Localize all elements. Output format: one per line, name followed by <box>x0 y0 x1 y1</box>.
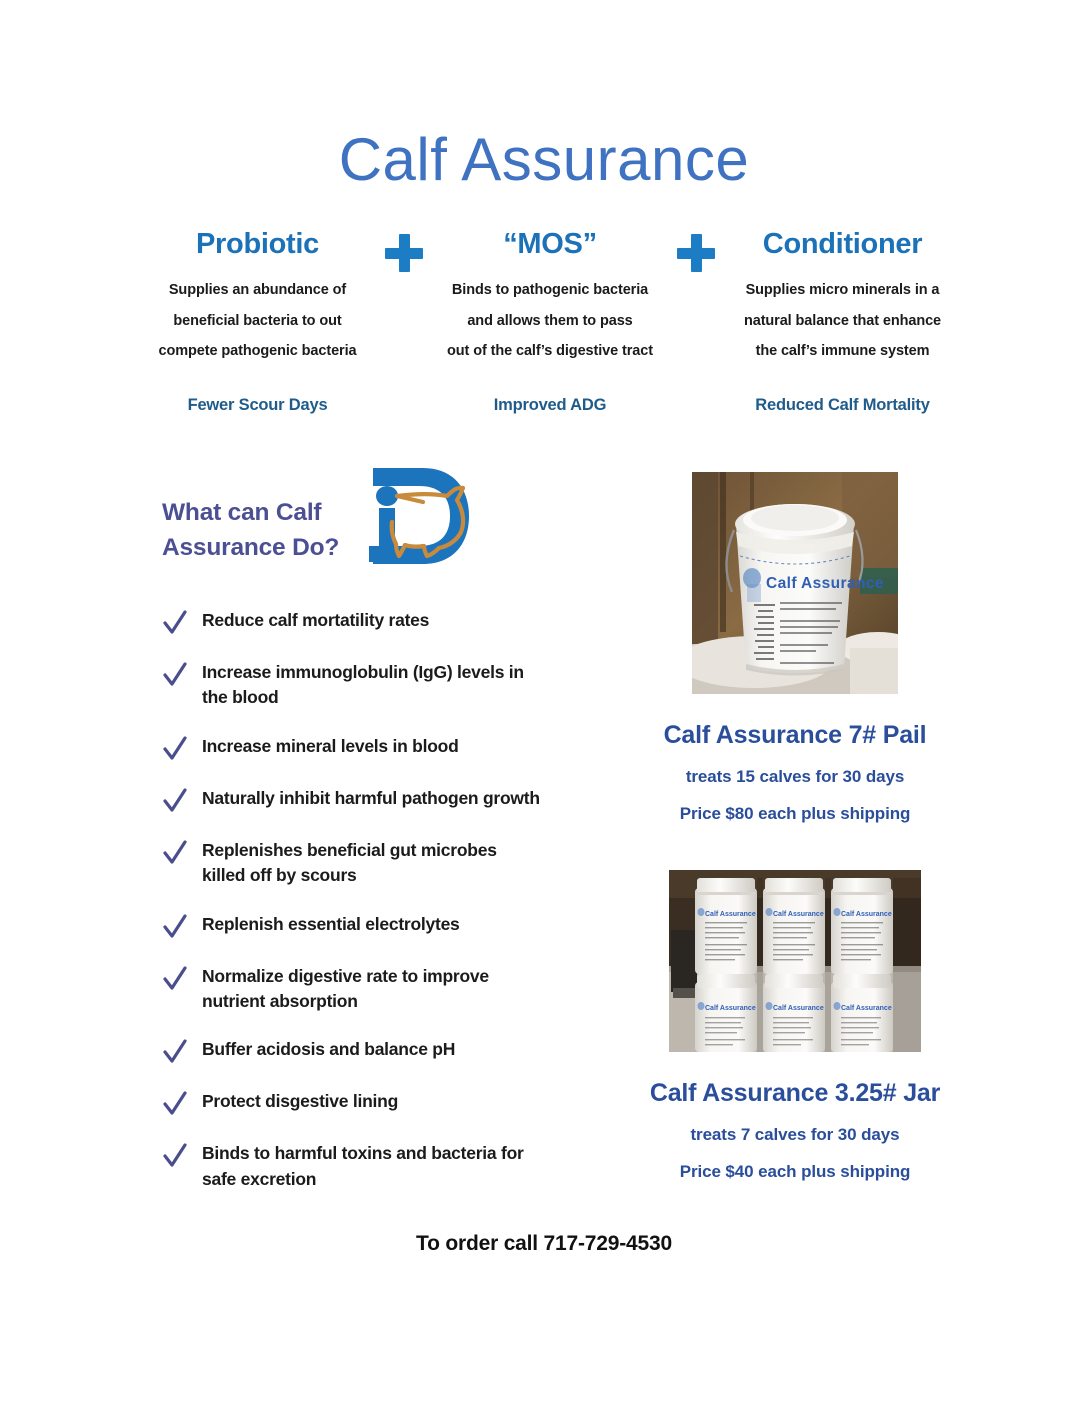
list-item <box>162 964 542 1015</box>
benefit-body-line: Binds to pathogenic bacteria <box>451 282 649 299</box>
benefit-column-conditioner <box>735 228 950 366</box>
check-icon <box>162 965 188 993</box>
check-icon <box>162 1142 188 1170</box>
pail-label-text: Calf Assurance <box>766 575 884 592</box>
what-can-do-header <box>162 488 542 572</box>
outcomes-row <box>150 396 950 415</box>
product-caption-pail: Calf Assurance 7# Pail <box>663 721 927 749</box>
benefit-body-line: and allows them to pass <box>467 312 633 329</box>
plus-separator-2 <box>666 228 726 272</box>
check-icon <box>162 913 188 941</box>
outcome-label: Improved ADG <box>493 396 607 414</box>
list-item <box>162 660 542 711</box>
benefit-body-line: Supplies micro minerals in a <box>745 282 940 299</box>
check-icon <box>162 1090 188 1118</box>
outcome-spacer <box>374 396 434 415</box>
outcome-conditioner <box>735 396 950 415</box>
plus-separator-1 <box>374 228 434 272</box>
list-item <box>162 1037 542 1066</box>
check-icon <box>162 609 188 637</box>
check-icon <box>162 1038 188 1066</box>
benefit-body-line: the calf’s immune system <box>755 342 930 359</box>
benefit-heading-conditioner: Conditioner <box>762 228 923 260</box>
list-item-label: Protect disgestive lining <box>202 1091 399 1112</box>
what-can-do-heading-line2: Assurance Do? <box>162 533 340 561</box>
benefit-heading-probiotic: Probiotic <box>196 228 319 260</box>
product-price-jar: Price $40 each plus shipping <box>679 1162 911 1181</box>
product-jar <box>560 870 1030 1182</box>
list-item <box>162 608 542 637</box>
benefit-body-conditioner <box>735 275 950 365</box>
svg-text:Calf Assurance: Calf Assurance <box>773 911 824 918</box>
check-icon <box>162 661 188 689</box>
list-item-label: Binds to harmful toxins and bacteria for safe excretion <box>202 1143 524 1189</box>
benefit-heading-mos: “MOS” <box>503 228 597 260</box>
benefit-body-line: compete pathogenic bacteria <box>158 342 357 359</box>
product-treats-jar: treats 7 calves for 30 days <box>690 1125 900 1144</box>
list-item-label: Increase immunoglobulin (IgG) levels in the blood <box>202 662 524 708</box>
list-item <box>162 786 542 815</box>
benefit-body-probiotic <box>150 275 365 365</box>
svg-text:Calf Assurance: Calf Assurance <box>705 911 756 918</box>
svg-text:Calf Assurance: Calf Assurance <box>773 1005 824 1012</box>
list-item <box>162 1089 542 1118</box>
outcome-probiotic <box>150 396 365 415</box>
check-icon <box>162 839 188 867</box>
check-icon <box>162 787 188 815</box>
list-item <box>162 838 542 889</box>
list-item-label: Replenish essential electrolytes <box>202 913 460 934</box>
product-caption-jar: Calf Assurance 3.25# Jar <box>649 1079 941 1107</box>
list-item-label: Increase mineral levels in blood <box>202 735 459 756</box>
benefit-body-line: out of the calf’s digestive tract <box>447 342 653 359</box>
list-item-label: Normalize digestive rate to improve nutrient absorption <box>202 965 489 1011</box>
outcome-spacer <box>666 396 726 415</box>
list-item <box>162 734 542 763</box>
what-can-do-heading <box>162 488 339 566</box>
benefit-column-mos <box>443 228 658 366</box>
svg-text:Calf Assurance: Calf Assurance <box>705 1005 756 1012</box>
order-phone-line: To order call 717-729-4530 <box>416 1232 672 1255</box>
outcome-label: Fewer Scour Days <box>187 396 328 414</box>
list-item-label: Buffer acidosis and balance pH <box>202 1039 456 1060</box>
plus-icon <box>385 234 423 272</box>
product-treats-pail: treats 15 calves for 30 days <box>685 767 905 786</box>
what-can-do-heading-line1: What can Calf <box>162 499 322 526</box>
svg-text:Calf Assurance: Calf Assurance <box>841 911 892 918</box>
benefits-row <box>150 228 950 366</box>
list-item-label: Naturally inhibit harmful pathogen growth <box>202 787 540 808</box>
product-pail <box>560 472 1030 824</box>
plus-icon <box>677 234 715 272</box>
benefit-body-line: beneficial bacteria to out <box>173 312 342 329</box>
id-cow-logo-icon <box>353 460 475 572</box>
benefit-body-line: natural balance that enhance <box>743 312 942 329</box>
list-item-label: Reduce calf mortatility rates <box>202 610 430 630</box>
product-price-pail: Price $80 each plus shipping <box>679 804 911 823</box>
benefit-body-line: Supplies an abundance of <box>168 282 347 299</box>
list-item <box>162 1141 542 1192</box>
benefit-column-probiotic <box>150 228 365 366</box>
products-section <box>560 472 1030 1182</box>
benefit-body-mos <box>443 275 658 365</box>
product-photo-jars <box>669 870 921 1052</box>
product-photo-pail <box>692 472 898 694</box>
outcome-label: Reduced Calf Mortality <box>755 396 930 414</box>
benefits-checklist <box>162 608 542 1192</box>
page-title: Calf Assurance <box>338 126 750 193</box>
list-item <box>162 912 542 941</box>
svg-text:Calf Assurance: Calf Assurance <box>841 1005 892 1012</box>
list-item-label: Replenishes beneficial gut microbes killed off by scours <box>202 839 497 886</box>
outcome-mos <box>443 396 658 415</box>
what-can-do-section <box>162 488 542 1215</box>
check-icon <box>162 735 188 763</box>
